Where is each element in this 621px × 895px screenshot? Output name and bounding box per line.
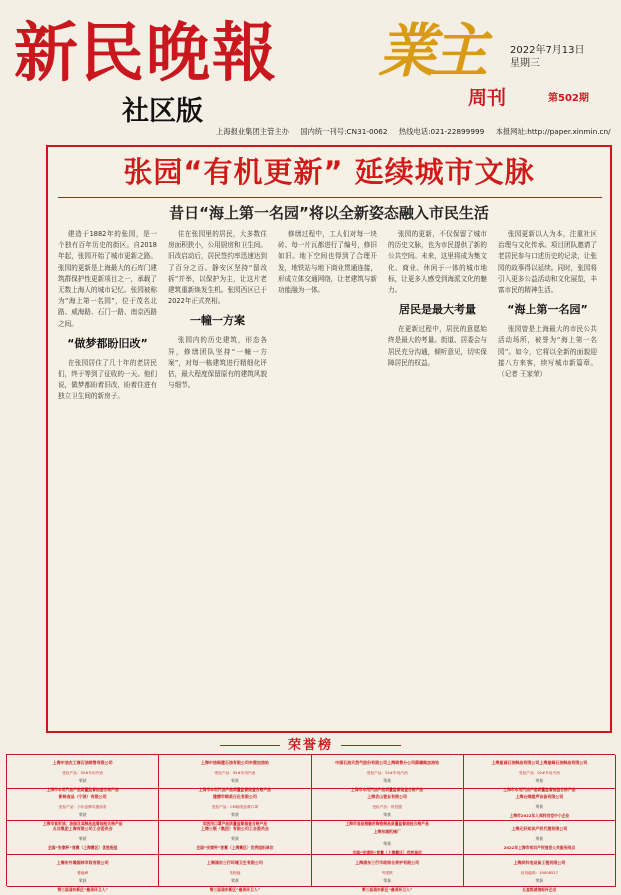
- article-box: [46, 145, 612, 733]
- honor-description: 五星级诚信标杆企业: [522, 887, 557, 892]
- honor-detail: 受检产品：92#车用汽油: [366, 771, 408, 775]
- paragraph: 张园的更新，不仅保留了城市的历史文脉，也为市民提供了新的公共空间。未来，这里将成为集文化、商业、休闲于一体的城市地标，让更多人感受到海派文化的魅力。: [388, 230, 487, 295]
- honor-cell: [312, 789, 464, 826]
- edition-label: 社区版: [122, 96, 203, 127]
- honor-cell: [312, 855, 464, 892]
- honor-description: 2022年上海市知识产权信息公共服务网点: [503, 845, 576, 850]
- honor-cell: [159, 821, 311, 855]
- honor-company: 上海炽科电设备工程有限公司: [513, 860, 566, 865]
- honor-description: 第三届浦东新区“最美环卫人”: [57, 887, 108, 892]
- honor-cell: [464, 821, 616, 855]
- honor-detail: 受检产品：小年品牌鸡蛋面条: [58, 805, 107, 809]
- honor-company: 上海三联（集团）有限公司工会委员会: [200, 826, 269, 831]
- honor-description: 全国“安康杯”竞赛（上海赛区）优秀组织单位: [196, 845, 274, 850]
- website[interactable]: 本报网址:http://paper.xinmin.cn/: [495, 127, 611, 136]
- honor-cell: [464, 755, 616, 792]
- honor-detail: 受检产品：CM朝美品牌口罩: [211, 805, 259, 809]
- article-column: [388, 229, 487, 727]
- honor-company: 上海元好知识产权代理有限公司: [511, 826, 568, 831]
- article-column: [58, 229, 157, 727]
- honor-award: 荣获: [535, 878, 544, 883]
- honor-award: 荣获: [78, 812, 87, 817]
- honor-company: 上海浦东三行市政综合养护有限公司: [355, 860, 420, 865]
- honor-cell: [159, 789, 311, 826]
- honor-title: 荣誉榜: [6, 738, 615, 754]
- honor-company: 中国石油天然气股份有限公司上海销售分公司薛圃路加油站: [335, 760, 440, 765]
- honor-award: 荣获: [78, 878, 87, 883]
- newspaper-logo: 新民晚報: [14, 16, 278, 91]
- honor-detail: 朱程毅: [229, 871, 241, 875]
- honor-detail: 受检产品：92#车用汽油: [518, 771, 560, 775]
- info-bar: [216, 126, 620, 137]
- honor-cell: [7, 789, 159, 826]
- honor-detail: 受检产品：骨瓷器: [372, 805, 402, 809]
- supplement-logo: 業主: [378, 17, 483, 85]
- honor-company: 上海东外滩园林市政有限公司: [56, 860, 109, 865]
- honor-cell: [464, 855, 616, 892]
- cn-number: 国内统一刊号:CN31-0062: [300, 127, 388, 136]
- honor-detail: 劳建棋: [381, 871, 393, 875]
- hotline: 热线电话:021-22899999: [398, 127, 485, 136]
- honor-detail: 信用编码：10008527: [520, 871, 558, 875]
- honor-detail: 曹毅峰: [77, 871, 89, 875]
- headline: 张园“有机更新” 延续城市文脉: [123, 155, 535, 189]
- honor-company: 上海东湖机械厂: [373, 829, 401, 834]
- honor-cell: [464, 789, 616, 821]
- honor-award: 荣获: [230, 812, 239, 817]
- headline-divider: [58, 197, 602, 198]
- article-body: [58, 229, 604, 727]
- honor-cell: [312, 755, 464, 792]
- honor-award: 荣获: [535, 804, 544, 809]
- section-heading: 一幢一方案: [190, 314, 245, 328]
- honor-company: 上海星诚石油制品有限公司上海星峰石油制品有限公司: [491, 760, 588, 765]
- honor-cell: [7, 855, 159, 892]
- honor-company: 新畅食品（宁波）有限公司: [58, 794, 107, 799]
- section-heading: “海上第一名园”: [507, 303, 588, 317]
- honor-description: 上海市食用油、油脂及其制品监督抽检合格产品: [42, 821, 123, 826]
- paragraph: 在更新过程中，居民的意愿始终是最大的考量。街道、居委会与居民充分沟通，倾听意见，切实保障居民的权益。: [388, 325, 487, 367]
- honor-description: 上海市车用汽油产品质量监督抽查合格产品: [46, 787, 119, 792]
- honor-description: 上海市车用汽油产品质量监督抽查合格产品: [198, 787, 271, 792]
- honor-board: [6, 738, 615, 892]
- honor-award: 荣获: [383, 812, 392, 817]
- honor-description: 第三届浦东新区“最美环卫人”: [209, 887, 261, 892]
- section-heading: “做梦都盼旧改”: [67, 336, 148, 350]
- honor-company: 上海中油闽建石油有限公司申港加油站: [200, 760, 269, 765]
- article-column: [278, 229, 377, 727]
- honor-description: 第三届浦东新区“最美环卫人”: [361, 887, 413, 892]
- section-heading: 居民是最大考量: [399, 303, 476, 317]
- article-column: [168, 229, 267, 727]
- honor-company: 上海台姆超声设备有限公司: [515, 794, 564, 799]
- paragraph: 修缮过程中，工人们对每一块砖、每一片瓦都进行了编号，修旧如旧。地下空间也得到了合理开发，地铁站与地下商业贯通连接，形成立体交通网络，让老建筑与新功能融为一体。: [278, 230, 377, 295]
- honor-cell: [7, 821, 159, 855]
- subheadline: 昔日“海上第一名园”将以全新姿态融入市民生活: [169, 204, 489, 222]
- paragraph: 建造于1882年的张园，是一个独有百年历史的街区。自2018年起，张园开始了城市更新之路。张园的更新是上海最大的石库门建筑群保护性更新项目之一，承载了无数上海人的城市记忆。张园被称为“海上第一名园”，位于茂名北路、威海路、石门一路、南京西路之间。: [58, 230, 157, 328]
- honor-award: 荣获: [383, 778, 392, 783]
- honor-cell: [312, 821, 464, 855]
- honor-award: 荣获: [230, 836, 239, 841]
- issue-date: 2022年7月13日: [510, 45, 585, 56]
- honor-cell: [159, 855, 311, 892]
- paragraph: 张园曾是上海最大的市民公共活动场所，被誉为“海上第一名园”。如今，它将以全新的面貌迎接八方来客，续写城市新篇章。（记者 王家荣）: [498, 325, 597, 379]
- honor-description: 上海市车用汽油产品质量监督抽查合格产品: [503, 787, 576, 792]
- paragraph: 在张园居住了几十年的老居民们，终于等到了征收的一天。他们说，做梦都盼着旧改，盼着住进有独立卫生间的新房子。: [58, 358, 157, 401]
- honor-cell: [159, 755, 311, 792]
- honor-cell: [7, 755, 159, 792]
- honor-award: 荣获: [383, 841, 392, 846]
- honor-award: 荣获: [78, 836, 87, 841]
- honor-company: 上海浦东三行环境卫生有限公司: [206, 860, 263, 865]
- honor-company: 建德市朝美日化有限公司: [212, 794, 257, 799]
- honor-description: 非医用口罩产品质量监督抽查合格产品: [202, 821, 268, 826]
- honor-award: 荣获: [535, 778, 544, 783]
- paragraph: 张园内的历史建筑，形态各异，修缮团队坚持“一幢一方案”，对每一栋建筑进行精细化评估，最大程度保留原有的建筑风貌与细节。: [168, 336, 267, 390]
- honor-detail: 受检产品：92#车用汽油: [62, 771, 104, 775]
- honor-company: 五谷集团上海有限公司工会委员会: [52, 826, 113, 831]
- masthead: [0, 0, 621, 142]
- honor-detail: 受检产品：92#车用汽油: [214, 771, 256, 775]
- honor-award: 荣获: [78, 778, 87, 783]
- paragraph: 住在张园里的居民，大多数住房面积狭小，公用厨房和卫生间。旧改启动后，居民签约率迅速达到了百分之百。静安区坚持“留改拆”并举，以保护为主，让这片老建筑重新焕发生机。张园西区已于2022年正式亮相。: [168, 230, 267, 306]
- honor-award: 荣获: [535, 836, 544, 841]
- supplement-label: 周刊: [468, 87, 507, 109]
- honor-description: 全国“安康杯”竞赛（上海赛区）优胜单位: [352, 850, 422, 855]
- issue-number: 第502期: [548, 93, 589, 104]
- date-box: [510, 44, 585, 70]
- honor-description: 全国“安康杯”竞赛（上海赛区）优胜班组: [47, 845, 118, 850]
- article-column: [498, 229, 597, 727]
- publisher: 上海报业集团主管主办: [216, 127, 289, 136]
- honor-grid: [6, 754, 615, 892]
- issue-weekday: 星期三: [510, 58, 540, 69]
- honor-description: 上海市食品接触用陶瓷制品质量监督抽检合格产品: [345, 821, 429, 826]
- honor-description: 上海市2022年入库科技型中小企业: [509, 813, 570, 818]
- paragraph: 张园更新以人为本，注重社区治理与文化传承。项目团队邀请了老居民参与口述历史的记录，让张园的故事得以延续。同时，张园将引入更多公益活动和文化展览，丰富市民的精神生活。: [498, 230, 597, 295]
- honor-company: 上海含山瓷业有限公司: [367, 794, 408, 799]
- honor-award: 荣获: [230, 778, 239, 783]
- honor-award: 荣获: [230, 878, 239, 883]
- honor-award: 荣获: [383, 878, 392, 883]
- honor-description: 上海市车用汽油产品质量监督抽查合格产品: [351, 787, 424, 792]
- honor-company: 上海中油农工商石油销售有限公司: [52, 760, 113, 765]
